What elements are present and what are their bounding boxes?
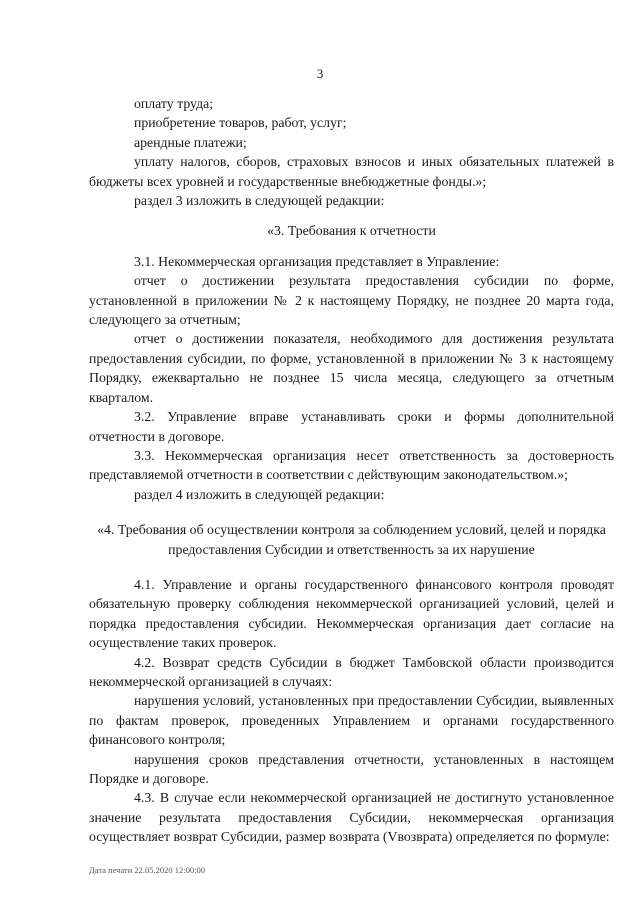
list-item: оплату труда; (134, 96, 214, 111)
section-4-heading: «4. Требования об осуществлении контроля за соблюдением условий, целей и порядка предоставления Субсидии и ответственность за их нарушение (97, 522, 606, 557)
clause-3-3: 3.3. Некоммерческая организация несет ответственность за достоверность представляемой отчетности в соответствии с действующим законодательством.»; (89, 447, 614, 483)
amendment-instruction: раздел 3 изложить в следующей редакции: (134, 193, 385, 209)
list-item: арендные платежи; (134, 134, 247, 150)
paragraph: нарушения условий, установленных при предоставлении Субсидии, выявленных по фактам проверок, проведенных Управлением и органами государственного финансового контроля; (89, 693, 614, 748)
list-item: уплату налогов, сборов, страховых взносов и иных обязательных платежей в бюджеты всех уровней и государственные внебюджетные фонды.»; (89, 154, 614, 189)
clause-3-1: 3.1. Некоммерческая организация представляет в Управление: (134, 253, 500, 269)
paragraph: нарушения сроков представления отчетности, установленных в настоящем Порядке и договоре. (89, 751, 614, 786)
clause-4-1: 4.1. Управление и органы государственного финансового контроля проводят обязательную проверку соблюдения некоммерческой организацией условий, целей и порядка предоставления субсидии. Некоммерческая организация дает согласие на осуществление таких проверок. (89, 576, 614, 651)
document-body (89, 94, 614, 847)
list-item: приобретение товаров, работ, услуг; (134, 115, 347, 131)
clause-4-3: 4.3. В случае если некоммерческой организацией не достигнуто установленное значение результата предоставления Субсидии, некоммерческая организация осуществляет возврат Субсидии, размер возврата (Vвозврата) определяется по формуле: (89, 790, 614, 845)
clause-4-2: 4.2. Возврат средств Субсидии в бюджет Тамбовской области производится некоммерческой организацией в случаях: (89, 654, 614, 689)
clause-3-2: 3.2. Управление вправе устанавливать сроки и формы дополнительной отчетности в договоре. (89, 409, 614, 444)
print-date-footer: Дата печати 22.05.2020 12:00:00 (89, 865, 205, 875)
paragraph: отчет о достижении результата предоставления субсидии по форме, установленной в приложении № 2 к настоящему Порядку, не позднее 20 марта года, следующего за отчетным; (89, 273, 614, 328)
paragraph: отчет о достижении показателя, необходимого для достижения результата предоставления субсидии, по форме, установленной в приложении № 3 к настоящему Порядку, ежеквартально не позднее 15 числа месяца, следующего за отчетным кварталом. (89, 331, 614, 405)
section-3-heading: «3. Требования к отчетности (267, 223, 436, 239)
page-number: 3 (316, 66, 324, 81)
amendment-instruction: раздел 4 изложить в следующей редакции: (134, 486, 385, 502)
